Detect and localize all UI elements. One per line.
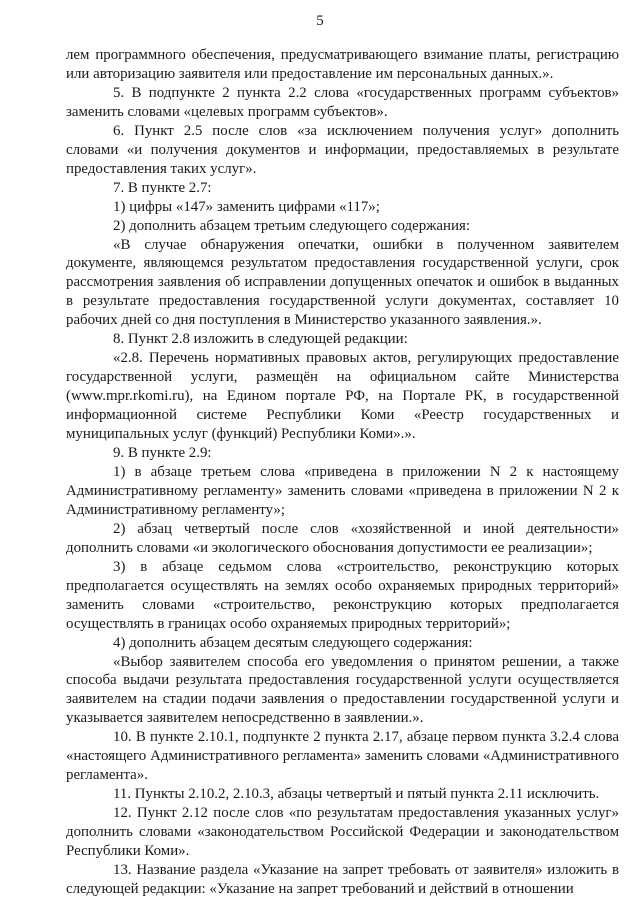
paragraph: «2.8. Перечень нормативных правовых актов, регулирующих предоставление государственной услуги, размещён на официальном сайте Министерства (www.mpr.rkomi.ru), на Едином портале РФ, на Портале РК, в государственной информационной системе Республики Коми «Реестр государственных и муниципальных услуг (функций) Республики Коми».».: [66, 350, 619, 443]
paragraph: 5. В подпункте 2 пункта 2.2 слова «государственных программ субъектов» заменить словами «целевых программ субъектов».: [66, 84, 619, 120]
paragraph: 10. В пункте 2.10.1, подпункте 2 пункта 2.17, абзаце первом пункта 3.2.4 слова «настоящего Административного регламента» заменить словами «Административного регламента».: [66, 729, 619, 784]
paragraph: 9. В пункте 2.9:: [113, 445, 212, 462]
paragraph: 12. Пункт 2.12 после слов «по результатам предоставления указанных услуг» дополнить словами «законодательством Российской Федерации и законодательством Республики Коми».: [66, 805, 619, 860]
paragraph: 6. Пункт 2.5 после слов «за исключением получения услуг» дополнить словами «и получения документов и информации, предоставляемых в результате предоставления таких услуг».: [66, 122, 619, 177]
paragraph: 1) цифры «147» заменить цифрами «117»;: [113, 198, 380, 215]
page-number: 5: [316, 13, 324, 29]
paragraph: 8. Пункт 2.8 изложить в следующей редакции:: [113, 331, 408, 348]
document-body: [66, 46, 619, 899]
paragraph: 2) абзац четвертый после слов «хозяйственной и иной деятельности» дополнить словами «и экологического обоснования допустимости ее реализации»;: [66, 520, 619, 556]
paragraph: «Выбор заявителем способа его уведомления о принятом решении, а также способа выдачи результата предоставления государственной услуги осуществляется заявителем на стадии подачи заявления о предоставлении государственной услуги и указывается заявителем непосредственно в заявлении.».: [66, 653, 619, 727]
paragraph: 4) дополнить абзацем десятым следующего содержания:: [113, 634, 473, 651]
paragraph: 2) дополнить абзацем третьим следующего содержания:: [113, 217, 470, 234]
paragraph: 13. Название раздела «Указание на запрет требовать от заявителя» изложить в следующей редакции: «Указание на запрет требований и действий в отношении: [66, 861, 619, 897]
paragraph: 1) в абзаце третьем слова «приведена в приложении N 2 к настоящему Административному регламенту» заменить словами «приведена в приложении N 2 к Административному регламенту»;: [66, 463, 619, 518]
paragraph: 7. В пункте 2.7:: [113, 179, 212, 196]
paragraph: «В случае обнаружения опечатки, ошибки в полученном заявителем документе, являющемся результатом предоставления государственной услуги, срок рассмотрения заявления об исправлении допущенных опечаток и ошибок в выданных в результате предоставления государственной услуги документах, составляет 10 рабочих дней со дня поступления в Министерство указанного заявления.».: [66, 236, 619, 329]
paragraph: 3) в абзаце седьмом слова «строительство, реконструкцию которых предполагается осуществлять на землях особо охраняемых природных территорий» заменить словами «строительство, реконструкцию которых предполагается осуществлять в границах особо охраняемых природных территорий»;: [66, 558, 619, 632]
paragraph: 11. Пункты 2.10.2, 2.10.3, абзацы четвертый и пятый пункта 2.11 исключить.: [113, 786, 600, 803]
paragraph: лем программного обеспечения, предусматривающего взимание платы, регистрацию или авторизацию заявителя или предоставление им персональных данных.».: [66, 47, 619, 82]
